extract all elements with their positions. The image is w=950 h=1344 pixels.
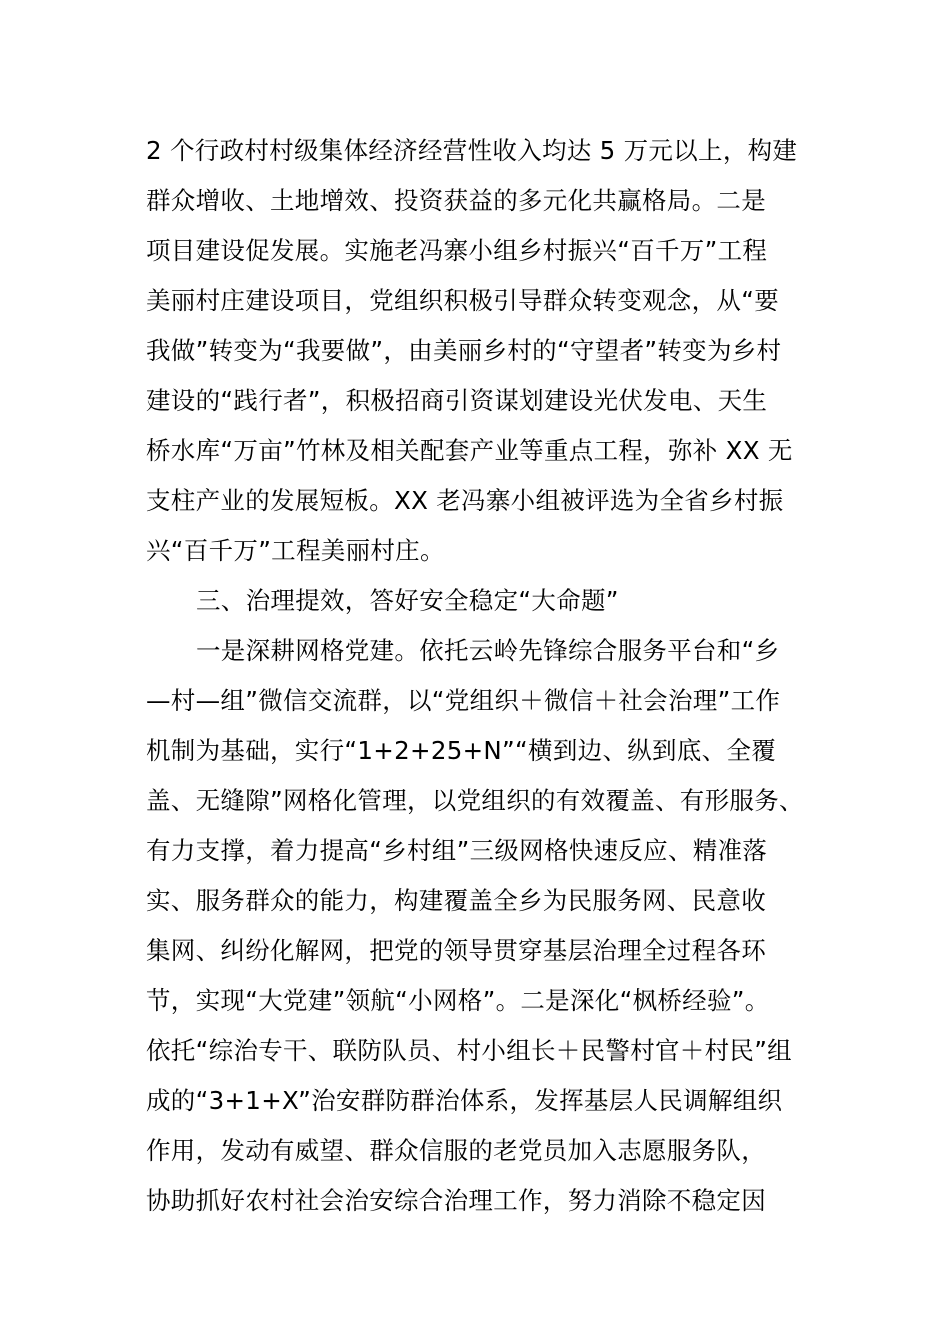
text-line-11: 一是深耕网格党建。依托云岭先锋综合服务平台和“乡 xyxy=(196,636,780,665)
text-line-12: —村—组”微信交流群，以“党组织＋微信＋社会治理”工作 xyxy=(146,686,781,715)
section-heading: 三、治理提效，答好安全稳定“大命题” xyxy=(196,586,619,615)
text-line-9: 兴“百千万”工程美丽村庄。 xyxy=(146,536,445,565)
text-line-15: 有力支撑，着力提高“乡村组”三级网格快速反应、精准落 xyxy=(146,836,768,865)
body-text xyxy=(146,126,826,1226)
text-line-8: 支柱产业的发展短板。XX 老冯寨小组被评选为全省乡村振 xyxy=(146,486,784,515)
text-line-21: 作用，发动有威望、群众信服的老党员加入志愿服务队， xyxy=(146,1136,766,1165)
text-line-17: 集网、纠纷化解网，把党的领导贯穿基层治理全过程各环 xyxy=(146,936,766,965)
text-line-20: 成的“3+1+X”治安群防群治体系，发挥基层人民调解组织 xyxy=(146,1086,783,1115)
text-line-18: 节，实现“大党建”领航“小网格”。二是深化“枫桥经验”。 xyxy=(146,986,770,1015)
text-line-22: 协助抓好农村社会治安综合治理工作，努力消除不稳定因 xyxy=(146,1186,766,1215)
text-line-19: 依托“综治专干、联防队员、村小组长＋民警村官＋村民”组 xyxy=(146,1036,792,1065)
text-line-14: 盖、无缝隙”网格化管理，以党组织的有效覆盖、有形服务、 xyxy=(146,786,804,815)
text-line-7: 桥水库“万亩”竹林及相关配套产业等重点工程，弥补 XX 无 xyxy=(146,436,793,465)
text-line-1: 2 个行政村村级集体经济经营性收入均达 5 万元以上，构建 xyxy=(146,136,798,165)
text-line-5: 我做”转变为“我要做”，由美丽乡村的“守望者”转变为乡村 xyxy=(146,336,782,365)
text-line-2: 群众增收、土地增效、投资获益的多元化共赢格局。二是 xyxy=(146,186,766,215)
text-line-13: 机制为基础，实行“1+2+25+N”“横到边、纵到底、全覆 xyxy=(146,736,777,765)
text-line-16: 实、服务群众的能力，构建覆盖全乡为民服务网、民意收 xyxy=(146,886,766,915)
text-line-3: 项目建设促发展。实施老冯寨小组乡村振兴“百千万”工程 xyxy=(146,236,768,265)
text-line-6: 建设的“践行者”，积极招商引资谋划建设光伏发电、天生 xyxy=(146,386,768,415)
text-line-4: 美丽村庄建设项目，党组织积极引导群众转变观念，从“要 xyxy=(146,286,779,315)
